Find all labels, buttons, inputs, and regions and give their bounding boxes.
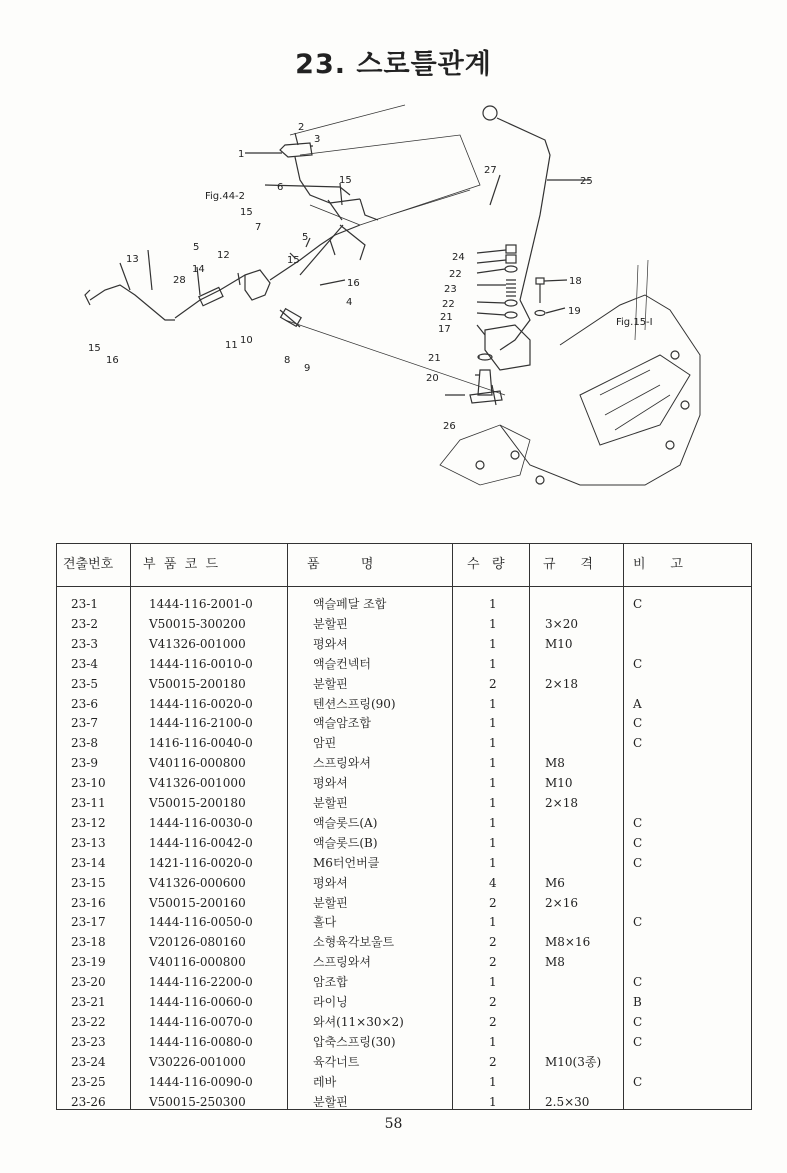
cell-part-name: 텐션스프링(90) <box>313 696 396 711</box>
cell-part-code: V41326-000600 <box>149 875 246 890</box>
cell-part-name: 액슬암조합 <box>313 716 371 731</box>
callout-3: 3 <box>314 134 321 145</box>
cell-qty: 1 <box>489 716 497 731</box>
callout-19: 19 <box>568 306 581 317</box>
cell-qty: 1 <box>489 815 497 830</box>
cell-remarks: C <box>633 736 643 751</box>
table-row <box>57 972 751 992</box>
cell-part-name: 압축스프링(30) <box>313 1034 396 1049</box>
callout-6: 6 <box>277 182 284 193</box>
cell-part-name: 홀다 <box>313 915 337 930</box>
callout-18: 18 <box>569 276 582 287</box>
table-row <box>57 1012 751 1032</box>
cell-qty: 1 <box>489 736 497 751</box>
cell-part-name: 분할핀 <box>313 796 348 810</box>
cell-qty: 1 <box>489 915 497 930</box>
table-row <box>57 654 751 674</box>
table-row <box>57 932 751 952</box>
callout-21b: 21 <box>428 353 441 364</box>
cell-spec: 2×18 <box>545 676 578 691</box>
cell-qty: 1 <box>489 756 497 771</box>
cell-spec: M8 <box>545 955 565 970</box>
cell-index: 23-24 <box>71 1054 106 1069</box>
cell-index: 23-5 <box>71 676 98 691</box>
table-row <box>57 793 751 813</box>
table-row <box>57 753 751 773</box>
callout-15d: 15 <box>88 343 101 354</box>
cell-index: 23-13 <box>71 835 106 850</box>
table-row <box>57 634 751 654</box>
cell-index: 23-12 <box>71 815 106 830</box>
cell-index: 23-26 <box>71 1094 106 1109</box>
cell-part-name: 라이닝 <box>313 995 348 1009</box>
cell-part-code: 1444-116-0010-0 <box>149 656 253 671</box>
callout-25: 25 <box>580 176 593 187</box>
cell-spec: M8×16 <box>545 935 591 950</box>
col-header-qty: 수 량 <box>467 557 505 572</box>
cell-index: 23-11 <box>71 796 106 810</box>
cell-index: 23-25 <box>71 1074 106 1089</box>
cell-part-code: V20126-080160 <box>149 935 246 950</box>
callout-13: 13 <box>126 254 139 265</box>
cell-part-code: 1444-116-0030-0 <box>149 815 253 830</box>
callout-21a: 21 <box>440 312 453 323</box>
cell-part-code: 1444-116-0020-0 <box>149 696 253 711</box>
cell-index: 23-22 <box>71 1014 106 1029</box>
table-row <box>57 1032 751 1052</box>
cell-part-code: V50015-200180 <box>149 796 246 810</box>
table-row <box>57 853 751 873</box>
cell-spec: 2.5×30 <box>545 1094 590 1109</box>
cell-remarks: C <box>633 597 643 611</box>
cell-index: 23-4 <box>71 656 98 671</box>
cell-remarks: C <box>633 835 643 850</box>
col-header-part-code: 부 품 코 드 <box>143 557 219 572</box>
callout-15a: 15 <box>339 175 352 186</box>
cell-part-code: V41326-001000 <box>149 636 246 651</box>
callout-11: 11 <box>225 340 238 351</box>
callout-9: 9 <box>304 363 311 374</box>
cell-index: 23-10 <box>71 776 106 791</box>
table-row <box>57 1072 751 1092</box>
cell-part-code: 1444-116-0050-0 <box>149 915 253 930</box>
cell-index: 23-6 <box>71 696 98 711</box>
callout-16a: 16 <box>347 278 360 289</box>
cell-remarks: C <box>633 1074 643 1089</box>
cell-part-code: 1444-116-0070-0 <box>149 1014 253 1029</box>
cell-part-code: V41326-001000 <box>149 776 246 791</box>
callout-27: 27 <box>484 165 497 176</box>
cell-spec: 2×16 <box>545 895 578 910</box>
cell-part-code: V50015-300200 <box>149 616 246 631</box>
callout-4: 4 <box>346 297 353 308</box>
callout-1: 1 <box>238 149 245 160</box>
cell-part-name: 액슬페달 조합 <box>313 597 387 611</box>
page-title: 23. 스로틀관계 <box>295 49 492 80</box>
cell-part-code: V30226-001000 <box>149 1054 246 1069</box>
callout-17: 17 <box>438 324 451 335</box>
callout-5b: 5 <box>193 242 200 253</box>
cell-spec: M10 <box>545 776 573 791</box>
callout-10: 10 <box>240 335 253 346</box>
cell-part-code: 1416-116-0040-0 <box>149 736 253 751</box>
cell-part-name: 암핀 <box>313 736 337 751</box>
cell-qty: 2 <box>489 935 497 950</box>
cell-part-code: 1444-116-0080-0 <box>149 1034 253 1049</box>
cell-remarks: C <box>633 1014 643 1029</box>
cell-index: 23-19 <box>71 955 106 970</box>
cell-qty: 1 <box>489 1034 497 1049</box>
cell-qty: 2 <box>489 955 497 970</box>
cell-qty: 1 <box>489 776 497 791</box>
cell-part-code: 1444-116-2200-0 <box>149 975 253 990</box>
table-row <box>57 893 751 913</box>
cell-index: 23-1 <box>71 597 98 611</box>
cell-part-name: 평와셔 <box>313 776 348 791</box>
cell-qty: 1 <box>489 975 497 990</box>
cell-part-name: 분할핀 <box>313 1094 348 1109</box>
callout-26: 26 <box>443 421 456 432</box>
col-header-spec: 규 격 <box>543 557 593 572</box>
cell-remarks: B <box>633 995 642 1009</box>
table-row <box>57 833 751 853</box>
cell-index: 23-7 <box>71 716 98 731</box>
cell-part-name: 스프링와셔 <box>313 955 371 970</box>
table-row <box>57 1052 751 1072</box>
cell-part-name: 스프링와셔 <box>313 756 371 771</box>
cell-part-name: 레바 <box>313 1074 337 1089</box>
cell-index: 23-18 <box>71 935 106 950</box>
cell-part-code: 1421-116-0020-0 <box>149 855 253 870</box>
cell-part-name: 분할핀 <box>313 676 348 691</box>
cell-qty: 2 <box>489 1014 497 1029</box>
callout-20: 20 <box>426 373 439 384</box>
table-row <box>57 733 751 753</box>
callout-12: 12 <box>217 250 230 261</box>
callout-22b: 22 <box>442 299 455 310</box>
cell-part-name: 분할핀 <box>313 616 348 631</box>
callout-8: 8 <box>284 355 291 366</box>
cell-qty: 2 <box>489 676 497 691</box>
cell-index: 23-16 <box>71 895 106 910</box>
cell-spec: M8 <box>545 756 565 771</box>
cell-qty: 1 <box>489 796 497 810</box>
cell-index: 23-23 <box>71 1034 106 1049</box>
callout-2: 2 <box>298 122 305 133</box>
cell-part-code: V50015-200180 <box>149 676 246 691</box>
cell-part-name: 액슬컨넥터 <box>313 656 371 671</box>
cell-remarks: A <box>633 696 642 711</box>
parts-table <box>56 543 752 1110</box>
cell-part-code: 1444-116-0060-0 <box>149 995 253 1009</box>
cell-qty: 1 <box>489 636 497 651</box>
callout-22a: 22 <box>449 269 462 280</box>
col-header-part-name: 품 명 <box>307 557 374 572</box>
cell-part-name: 액슬롯드(B) <box>313 835 378 850</box>
cell-part-name: 와셔(11×30×2) <box>313 1014 404 1029</box>
callout-28: 28 <box>173 275 186 286</box>
table-row <box>57 773 751 793</box>
cell-part-name: 육각너트 <box>313 1054 360 1069</box>
cell-part-code: 1444-116-0042-0 <box>149 835 253 850</box>
cell-index: 23-2 <box>71 616 98 631</box>
table-row <box>57 912 751 932</box>
cell-part-code: 1444-116-0090-0 <box>149 1074 253 1089</box>
col-header-index: 견출번호 <box>63 557 114 572</box>
table-row <box>57 1092 751 1112</box>
cell-part-code: 1444-116-2001-0 <box>149 597 253 611</box>
fig-44-2-label: Fig.44-2 <box>205 191 246 202</box>
table-row <box>57 952 751 972</box>
cell-spec: 2×18 <box>545 796 578 810</box>
cell-remarks: C <box>633 716 643 731</box>
callout-24: 24 <box>452 252 465 263</box>
cell-qty: 2 <box>489 1054 497 1069</box>
cell-part-name: 액슬롯드(A) <box>313 815 378 830</box>
cell-index: 23-14 <box>71 855 106 870</box>
cell-qty: 1 <box>489 835 497 850</box>
cell-index: 23-15 <box>71 875 106 890</box>
cell-qty: 1 <box>489 597 497 611</box>
cell-qty: 1 <box>489 855 497 870</box>
table-row <box>57 674 751 694</box>
callout-7: 7 <box>255 222 262 233</box>
cell-qty: 2 <box>489 995 497 1009</box>
cell-qty: 4 <box>489 875 497 890</box>
fig-15-1-label: Fig.15-I <box>616 317 653 328</box>
cell-spec: M10 <box>545 636 573 651</box>
cell-remarks: C <box>633 975 643 990</box>
cell-index: 23-3 <box>71 636 98 651</box>
callout-16b: 16 <box>106 355 119 366</box>
cell-part-name: 암조합 <box>313 975 348 990</box>
page-number: 58 <box>384 1116 403 1132</box>
callout-23: 23 <box>444 284 457 295</box>
cell-qty: 1 <box>489 1094 497 1109</box>
cell-qty: 1 <box>489 656 497 671</box>
cell-part-code: V50015-200160 <box>149 895 246 910</box>
cell-spec: 3×20 <box>545 616 578 631</box>
cell-index: 23-8 <box>71 736 98 751</box>
cell-part-name: M6터언버클 <box>313 855 380 870</box>
table-row <box>57 813 751 833</box>
cell-remarks: C <box>633 855 643 870</box>
cell-index: 23-21 <box>71 995 106 1009</box>
cell-part-code: V40116-000800 <box>149 955 246 970</box>
table-row <box>57 992 751 1012</box>
cell-part-name: 평와셔 <box>313 875 348 890</box>
cell-qty: 2 <box>489 895 497 910</box>
cell-remarks: C <box>633 1034 643 1049</box>
cell-index: 23-20 <box>71 975 106 990</box>
table-row <box>57 694 751 714</box>
cell-qty: 1 <box>489 1074 497 1089</box>
table-row <box>57 713 751 733</box>
cell-qty: 1 <box>489 616 497 631</box>
callout-15b: 15 <box>240 207 253 218</box>
table-row <box>57 614 751 634</box>
cell-remarks: C <box>633 815 643 830</box>
cell-spec: M6 <box>545 875 565 890</box>
throttle-parts-diagram <box>60 95 760 515</box>
table-header <box>57 544 751 587</box>
cell-part-code: V50015-250300 <box>149 1094 246 1109</box>
cell-part-name: 분할핀 <box>313 895 348 910</box>
cell-part-code: 1444-116-2100-0 <box>149 716 253 731</box>
cell-qty: 1 <box>489 696 497 711</box>
cell-part-code: V40116-000800 <box>149 756 246 771</box>
callout-14: 14 <box>192 264 205 275</box>
cell-index: 23-17 <box>71 915 106 930</box>
table-row <box>57 873 751 893</box>
cell-part-name: 평와셔 <box>313 636 348 651</box>
cell-remarks: C <box>633 656 643 671</box>
callout-15c: 15 <box>287 255 300 266</box>
cell-remarks: C <box>633 915 643 930</box>
cell-part-name: 소형육각보울트 <box>313 935 395 950</box>
col-header-remarks: 비 고 <box>633 557 683 572</box>
cell-index: 23-9 <box>71 756 98 771</box>
table-row <box>57 594 751 614</box>
callout-5a: 5 <box>302 232 309 243</box>
cell-spec: M10(3종) <box>545 1054 602 1069</box>
